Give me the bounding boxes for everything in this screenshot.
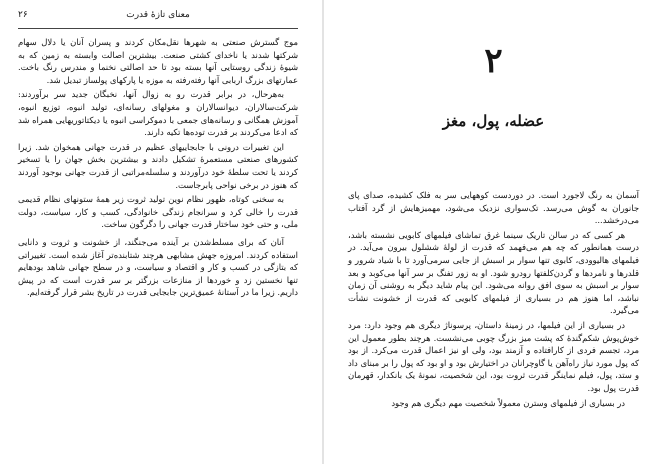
paragraph: آسمان به رنگ لاجورد است. در دوردست کوههایی سر به فلک کشیده، صدای پای جانوران به گوش می‌رسد. تک‌سواری نزدیک می‌شود، مهمیزهایش از گرد آفتاب می‌درخشد...: [348, 190, 639, 226]
left-page: [0, 0, 318, 464]
chapter-number: ۲: [484, 41, 503, 81]
running-head: [18, 10, 298, 26]
paragraph: این تغییرات درونی با جابجاییهای عظیم در قدرت جهانی همخوان شد. زیرا کشورهای صنعتی مستعمرهٔ تشکیل دادند و بیشترین بخش جهان را یا تسخیر کردند یا تحت سلطهٔ خود درآوردند و سلسله‌مراتبی از قدرت جهانی بوجود آوردند که هنوز در برخی نواحی پابرجاست.: [18, 141, 298, 190]
running-title: معنای تازهٔ قدرت: [126, 10, 190, 20]
page-gutter: [322, 0, 324, 464]
paragraph: آنان که برای مسلط‌شدن بر آینده می‌جنگند، از خشونت و ثروت و دانایی استفاده کردند. امروزه جهش مشابهی هرچند شتابنده‌تر آغاز شده است. تغییراتی که بتازگی در کسب و کار و اقتصاد و سیاست، و در سطح جهانی شاهد بودهایم تنها نخستین زد و خوردها از منازعات بزرگتر بر سر قدرت است که در پیش داریم. زیرا ما در آستانهٔ عمیق‌ترین جابجایی قدرت در تاریخ بشر قرار گرفته‌ایم.: [18, 236, 298, 298]
paragraph: به‌هرحال، در برابر قدرت رو به زوال آنها، نخبگان جدید سر برآوردند: شرکت‌سالاران، دیوانسالاران و مغولهای رسانه‌ای، تولید انبوه، توزیع انبوه، آموزش همگانی و رسانه‌های جمعی با دموکراسی انبوه یا دیکتاتوریهایی همراه شد که ادعا می‌کردند بر قدرت توده‌ها تکیه دارند.: [18, 89, 298, 138]
paragraph: به سخنی کوتاه، ظهور نظام نوین تولید ثروت زیر همهٔ ستونهای نظام قدیمی قدرت را خالی کرد و سرانجام زندگی خانوادگی، کسب و کار، سیاست، دولت ملی، و حتی خود ساختار قدرت جهانی را دگرگون ساخت.: [18, 194, 298, 230]
left-body-text: [18, 36, 298, 301]
right-page: [330, 0, 657, 464]
paragraph: در بسیاری از این فیلمها، در زمینهٔ داستان، پرسوناژ دیگری هم وجود دارد: مرد خوش‌پوش شکم‌گندهٔ که پشت میز بزرگ چوبی می‌نشست. هرچند بطور معمول این مرد، تجسم فردی از کارافتاده و آزمند بود، ولی او نیز اعمال قدرت می‌کرد. از بود که پول مورد نیاز راه‌آهن یا گاوچرانان در اختیارش بود و او بود که پول را بر مبنای داد و ستد، پول، فیلم نماینگر قدرت ثروت بود، این شخصیت، نمونهٔ یک بانکدار، قهرمان قدرت پول بود.: [348, 319, 639, 393]
page-number: ۲۶: [18, 10, 28, 20]
header-rule: [18, 28, 298, 29]
chapter-title: عضله، پول، مغز: [442, 112, 545, 130]
paragraph: در بسیاری از فیلمهای وسترن معمولاً شخصیت مهم دیگری هم وجود: [391, 397, 625, 408]
paragraph: هر کسی که در سالن تاریک سینما غرق تماشای فیلمهای کابویی نشسته باشد، درست همانطور که چه هم می‌فهمد که قدرت از لولهٔ ششلول بیرون می‌آید. در فیلمهای هالیوودی، کابوی تنها سوار بر اسبش از جایی سرمی‌آورد تا با شیاد شرور و قلدرها و نامردها و گردن‌کلفتها رودرو شود. او به زور تفنگ بر سر آنها می‌کوبد و بعد سوار بر اسبش به سوی افق روانه می‌شود. این پیام شاید دیگر به روشنی آن زمان نباشد، اما هنوز هم در بسیاری از فیلمهای کابویی که قدرت از خشونت نشأت می‌گیرد.: [348, 229, 639, 316]
right-body-text: [348, 189, 639, 411]
paragraph: موج گسترش صنعتی به شهرها نقل‌مکان کردند و پسران آنان یا دلال سهام شرکتها شدند یا ناخدای کشتی صنعت. بیشترین اصالت وابسته به زمین که به شیوهٔ زندگی روستایی آنها بسته بود تا حد اصالتی نخنما و مندرس رنگ باخت. عمارتهای بزرگ اربابی آنها رفته‌رفته به موزه یا پارکهای پولساز تبدیل شد.: [18, 37, 298, 85]
